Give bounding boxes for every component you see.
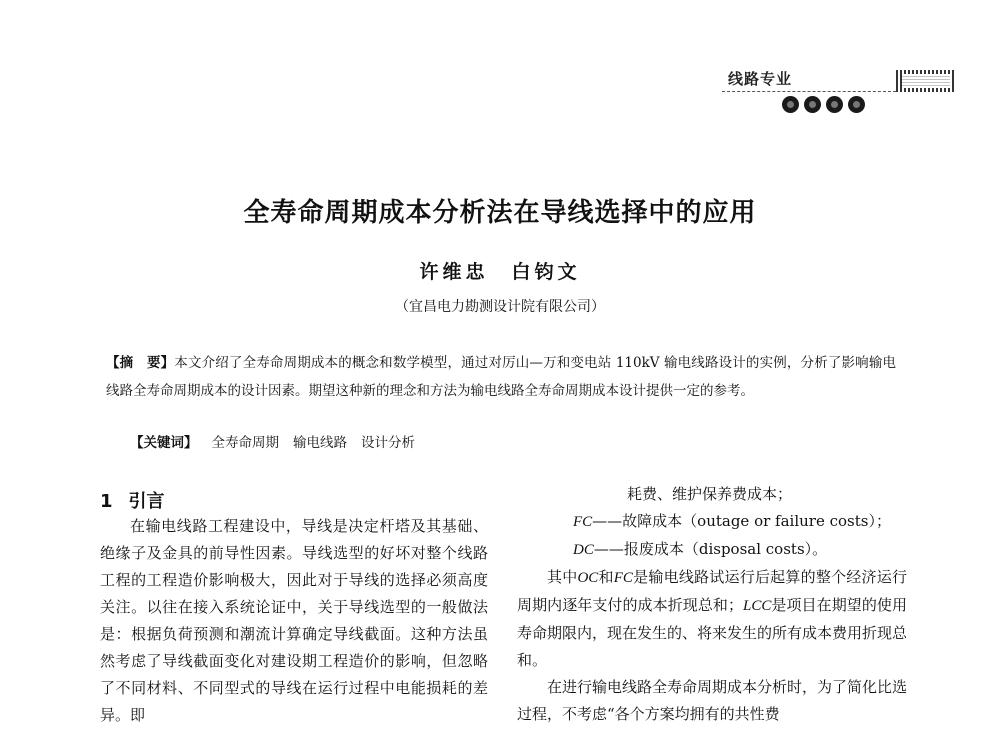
dc-text: ——报废成本（disposal costs）。 (593, 540, 828, 558)
left-column (100, 513, 488, 729)
keyword: 全寿命周期 (211, 435, 279, 451)
keyword: 设计分析 (361, 435, 415, 451)
abstract-text: 本文介绍了全寿命周期成本的概念和数学模型，通过对厉山—万和变电站 110kV 输电线路设计的实例，分析了影响输电线路全寿命周期成本的设计因素。期望这种新的理念和方法为输电线路全寿命周期成本设计提供一定的参考。 (106, 355, 897, 399)
header-dots-icon (782, 96, 865, 113)
section-heading (100, 487, 165, 513)
right-column (517, 481, 907, 728)
text-fragment: 是项目在期望的使用寿命期限内，现在发生的、将来发生的所有成本费用折现总和。 (517, 596, 908, 669)
paper-title: 全寿命周期成本分析法在导线选择中的应用 (243, 198, 757, 228)
affiliation: （宜昌电力勘测设计院有限公司） (395, 299, 605, 315)
fc-definition (517, 508, 907, 536)
header-rule (722, 91, 896, 92)
section-title: 引言 (128, 491, 165, 512)
dc-symbol: DC (573, 542, 594, 558)
keywords (130, 433, 415, 453)
text-fragment: 是输电线路试运行后起算的整个经济运行周期内逐年支付的成本折现总和； (517, 568, 907, 614)
dot-icon (848, 96, 865, 113)
body-paragraph: 在进行输电线路全寿命周期成本分析时，为了简化比选过程，不考虑“各个方案均拥有的共性费 (517, 678, 908, 723)
text-fragment: 和 (598, 568, 614, 586)
header-pattern-icon (896, 70, 954, 92)
dc-definition (517, 536, 907, 564)
dot-icon (782, 96, 799, 113)
cost-line: 耗费、维护保养费成本； (627, 485, 793, 503)
section-tag: 线路专业 (728, 70, 793, 88)
keyword: 输电线路 (293, 435, 347, 451)
fc-symbol-inline: FC (613, 570, 633, 586)
lcc-symbol: LCC (742, 598, 772, 614)
body-paragraph (517, 564, 907, 674)
text-fragment: 其中 (547, 568, 578, 586)
intro-paragraph: 在输电线路工程建设中，导线是决定杆塔及其基础、绝缘子及金具的前导性因素。导线选型的好坏对整个线路工程的工程造价影响极大，因此对于导线的选择必须高度关注。以往在接入系统论证中，关于导线选型的一般做法是：根据负荷预测和潮流计算确定导线截面。这种方法虽然考虑了导线截面变化对建设期工程造价的影响，但忽略了不同材料、不同型式的导线在运行过程中电能损耗的差异。即 (100, 517, 488, 724)
authors: 许维忠 白钧文 (419, 261, 581, 283)
abstract-label: 【摘 要】 (106, 355, 175, 371)
dot-icon (804, 96, 821, 113)
fc-symbol: FC (573, 514, 593, 530)
abstract (106, 349, 896, 405)
fc-text: ——故障成本（outage or failure costs）； (592, 512, 891, 530)
oc-symbol: OC (577, 570, 599, 586)
section-number: 1 (100, 491, 113, 512)
dot-icon (826, 96, 843, 113)
keywords-label: 【关键词】 (130, 435, 198, 451)
